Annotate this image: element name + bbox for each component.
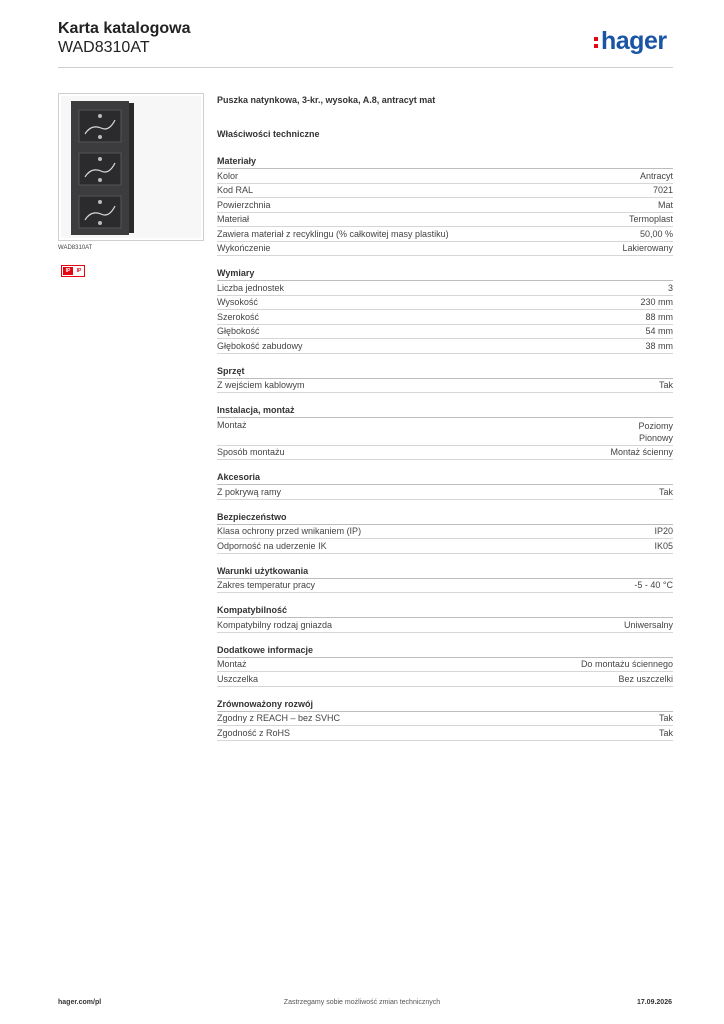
spec-row bbox=[217, 227, 673, 242]
spec-row bbox=[217, 198, 673, 213]
spec-value: Tak bbox=[658, 727, 673, 738]
spec-label: Kompatybilny rodzaj gniazda bbox=[217, 619, 333, 630]
spec-value: 7021 bbox=[652, 185, 673, 195]
spec-value bbox=[638, 420, 673, 444]
spec-label: Sposób montażu bbox=[217, 447, 285, 457]
logo-text: hager bbox=[601, 27, 667, 55]
footer-date: 17.09.2026 bbox=[636, 999, 672, 1006]
spec-label: Kod RAL bbox=[217, 185, 254, 195]
spec-value: Montaż ścienny bbox=[610, 447, 673, 457]
spec-label: Zakres temperatur pracy bbox=[217, 580, 316, 590]
spec-row bbox=[217, 325, 673, 340]
section-title: Akcesoria bbox=[217, 472, 673, 485]
spec-row bbox=[217, 672, 673, 687]
spec-row bbox=[217, 446, 673, 461]
spec-value: 230 mm bbox=[640, 297, 673, 307]
spec-value: Do montażu ściennego bbox=[580, 659, 673, 669]
spec-label: Materiał bbox=[217, 214, 250, 224]
spec-row bbox=[217, 525, 673, 540]
spec-section bbox=[217, 472, 673, 500]
spec-section bbox=[217, 645, 673, 687]
spec-label: Zgodny z REACH – bez SVHC bbox=[217, 713, 341, 723]
spec-value: 38 mm bbox=[645, 340, 673, 351]
logo-dots-icon bbox=[594, 34, 599, 51]
spec-value: Lakierowany bbox=[622, 243, 673, 253]
section-title: Bezpieczeństwo bbox=[217, 512, 673, 525]
spec-value: 50,00 % bbox=[639, 228, 673, 239]
spec-section bbox=[217, 566, 673, 594]
spec-value: Uniwersalny bbox=[623, 619, 673, 630]
spec-row bbox=[217, 296, 673, 311]
section-title: Dodatkowe informacje bbox=[217, 645, 673, 658]
spec-label: Z wejściem kablowym bbox=[217, 380, 305, 390]
header-divider bbox=[58, 67, 673, 68]
product-image bbox=[58, 93, 204, 241]
spec-section bbox=[217, 366, 673, 394]
spec-label: Odporność na uderzenie IK bbox=[217, 540, 327, 551]
spec-row bbox=[217, 539, 673, 554]
spec-value: 3 bbox=[667, 282, 673, 293]
spec-value: Tak bbox=[658, 486, 673, 497]
spec-label: Wysokość bbox=[217, 297, 258, 307]
spec-row bbox=[217, 281, 673, 296]
section-title: Instalacja, montaż bbox=[217, 405, 673, 418]
section-title: Kompatybilność bbox=[217, 605, 673, 618]
spec-value: Bez uszczelki bbox=[618, 673, 673, 684]
spec-label: Klasa ochrony przed wnikaniem (IP) bbox=[217, 526, 362, 536]
spec-label: Powierzchnia bbox=[217, 199, 271, 210]
product-description: Puszka natynkowa, 3-kr., wysoka, A.8, antracyt mat bbox=[217, 95, 436, 105]
spec-row bbox=[217, 169, 673, 184]
spec-label: Liczba jednostek bbox=[217, 282, 285, 293]
section-title: Sprzęt bbox=[217, 366, 673, 379]
spec-section bbox=[217, 268, 673, 354]
hager-logo[interactable] bbox=[594, 27, 667, 56]
page-header-title: Karta katalogowa bbox=[58, 20, 191, 37]
spec-value: -5 - 40 °C bbox=[634, 580, 673, 590]
spec-label: Uszczelka bbox=[217, 673, 259, 684]
spec-section bbox=[217, 605, 673, 633]
badge-right-label: IP bbox=[76, 268, 82, 274]
section-title: Zrównoważony rozwój bbox=[217, 699, 673, 712]
spec-value: IP20 bbox=[654, 526, 673, 536]
spec-row bbox=[217, 485, 673, 500]
spec-label: Montaż bbox=[217, 659, 247, 669]
ip-rating-badge-icon bbox=[61, 265, 85, 277]
badge-left-label: IP bbox=[63, 267, 73, 275]
spec-section bbox=[217, 512, 673, 554]
spec-value: Termoplast bbox=[628, 214, 673, 224]
spec-label: Głębokość bbox=[217, 326, 260, 336]
product-code: WAD8310AT bbox=[58, 39, 150, 56]
spec-row bbox=[217, 213, 673, 228]
section-title: Wymiary bbox=[217, 268, 673, 281]
footer-website-link[interactable]: hager.com/pl bbox=[58, 999, 102, 1006]
spec-value: Antracyt bbox=[639, 170, 673, 181]
spec-label: Montaż bbox=[217, 419, 247, 430]
spec-value: 54 mm bbox=[645, 326, 673, 336]
section-title: Materiały bbox=[217, 156, 673, 169]
spec-row bbox=[217, 339, 673, 354]
spec-value: Tak bbox=[658, 713, 673, 723]
spec-label: Szerokość bbox=[217, 311, 260, 322]
spec-row bbox=[217, 658, 673, 673]
spec-row bbox=[217, 726, 673, 741]
spec-row bbox=[217, 379, 673, 394]
section-title: Warunki użytkowania bbox=[217, 566, 673, 579]
spec-label: Zawiera materiał z recyklingu (% całkowitej masy plastiku) bbox=[217, 228, 449, 239]
spec-row bbox=[217, 310, 673, 325]
spec-sections bbox=[217, 156, 673, 741]
spec-value-line: Poziomy bbox=[638, 420, 673, 431]
spec-row bbox=[217, 712, 673, 727]
spec-label: Wykończenie bbox=[217, 243, 271, 253]
spec-label: Kolor bbox=[217, 170, 239, 181]
spec-label: Zgodność z RoHS bbox=[217, 727, 291, 738]
spec-value: Mat bbox=[657, 199, 673, 210]
spec-row bbox=[217, 242, 673, 257]
spec-section bbox=[217, 699, 673, 741]
spec-value-line: Pionowy bbox=[638, 432, 673, 443]
spec-row bbox=[217, 418, 673, 446]
spec-row bbox=[217, 579, 673, 594]
spec-content bbox=[217, 95, 673, 753]
spec-label: Głębokość zabudowy bbox=[217, 340, 303, 351]
spec-value: IK05 bbox=[654, 540, 673, 551]
spec-value: Tak bbox=[658, 380, 673, 390]
spec-label: Z pokrywą ramy bbox=[217, 486, 282, 497]
footer-disclaimer: Zastrzegamy sobie możliwość zmian technicznych bbox=[283, 999, 441, 1006]
spec-value: 88 mm bbox=[645, 311, 673, 322]
spec-section bbox=[217, 156, 673, 256]
spec-section bbox=[217, 405, 673, 460]
image-caption: WAD8310AT bbox=[58, 245, 93, 251]
technical-properties-heading: Właściwości techniczne bbox=[217, 129, 320, 139]
spec-row bbox=[217, 618, 673, 633]
spec-row bbox=[217, 184, 673, 199]
junction-box-3-gang-image bbox=[59, 94, 203, 240]
